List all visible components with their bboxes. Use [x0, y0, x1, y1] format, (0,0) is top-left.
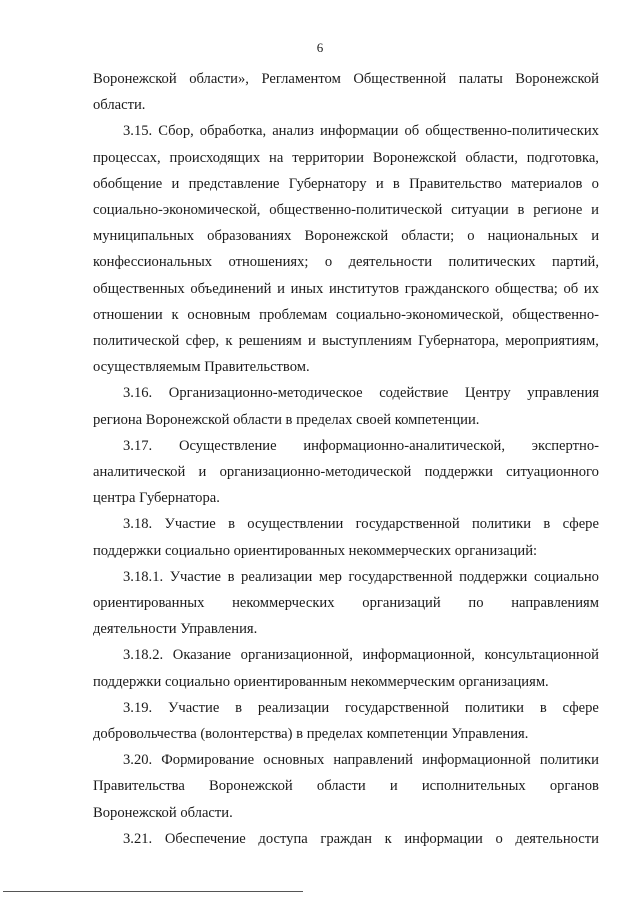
text-line: [93, 773, 599, 799]
paragraph-3-18: [93, 511, 599, 563]
text-line: [93, 695, 599, 721]
word: консультационной: [484, 647, 599, 664]
word: регионе: [533, 202, 583, 219]
word: об: [563, 280, 579, 297]
paragraph-continuation: [93, 66, 599, 118]
word: 3.20.: [123, 752, 153, 769]
word: иных: [290, 280, 324, 297]
text-line: [93, 826, 599, 852]
word: Воронежской: [515, 71, 599, 87]
word: области»,: [189, 71, 249, 87]
word: и: [375, 175, 384, 192]
text-line: [93, 511, 599, 537]
word: Воронежской: [372, 149, 457, 166]
text-line: [93, 380, 599, 406]
word: Центру: [464, 385, 511, 402]
word: их: [583, 280, 599, 297]
word: области,: [465, 149, 518, 166]
word: и: [591, 202, 599, 219]
paragraph-3-18-2: [93, 642, 599, 694]
text-line: области.: [93, 97, 146, 114]
word: материалов: [511, 175, 583, 192]
page-number: 6: [316, 40, 324, 55]
word: представление: [188, 175, 280, 192]
word: направлений: [333, 752, 413, 769]
word: институтов: [328, 280, 400, 297]
word: органов: [549, 778, 599, 795]
word: ориентированных: [93, 595, 205, 612]
word: происходящих: [169, 149, 261, 166]
text-line: деятельности Управления.: [93, 621, 258, 638]
word: области;: [401, 228, 455, 245]
word: 3.15.: [123, 123, 153, 140]
word: Участие: [168, 699, 220, 716]
word: 3.21.: [123, 830, 153, 847]
word: ситуационного: [506, 464, 599, 481]
word: информации: [319, 123, 399, 140]
word: о: [495, 830, 503, 847]
word: анализ: [272, 123, 314, 140]
text-line: Воронежской области.: [93, 804, 233, 821]
word: к: [171, 306, 179, 323]
word: Оказание: [172, 647, 232, 664]
text-line: [93, 197, 599, 223]
word: мероприятиям,: [505, 333, 599, 350]
paragraph-3-16: [93, 380, 599, 432]
text-line: [93, 564, 599, 590]
word: в: [227, 568, 235, 585]
word: деятельности: [348, 254, 433, 271]
word: общества;: [494, 280, 558, 297]
word: Участие: [164, 516, 216, 533]
text-line: [93, 747, 599, 773]
word: на: [269, 149, 284, 166]
word: отношении: [93, 306, 163, 323]
word: территории: [292, 149, 364, 166]
paragraph-3-18-1: [93, 564, 599, 643]
word: выступлениям: [322, 333, 412, 350]
word: Правительства: [93, 778, 185, 795]
word: к: [384, 830, 392, 847]
word: политики: [539, 752, 599, 769]
word: политической: [93, 333, 180, 350]
word: и: [591, 228, 599, 245]
word: о: [591, 175, 599, 192]
word: граждан: [320, 830, 372, 847]
word: и: [277, 280, 285, 297]
word: общественных: [93, 280, 185, 297]
word: некоммерческих: [232, 595, 335, 612]
word: Правительство: [409, 175, 502, 192]
word: сфере: [562, 699, 599, 716]
text-line: [93, 66, 599, 92]
word: аналитической: [93, 464, 186, 481]
word: отношениях;: [228, 254, 309, 271]
word: общественно-политических: [425, 123, 599, 140]
word: Сбор,: [158, 123, 194, 140]
paragraph-3-21: [93, 826, 599, 852]
text-line: [93, 459, 599, 485]
word: Регламентом: [261, 71, 341, 87]
text-line: [93, 249, 599, 275]
word: в: [392, 175, 400, 192]
word: к: [225, 333, 233, 350]
text-line: [93, 223, 599, 249]
word: Воронежской: [304, 228, 389, 245]
word: исполнительных: [421, 778, 526, 795]
word: деятельности: [515, 830, 599, 847]
word: сфер,: [185, 333, 220, 350]
word: обработка,: [199, 123, 267, 140]
word: управления: [527, 385, 599, 402]
word: подготовка,: [526, 149, 599, 166]
word: информационно-аналитической,: [303, 437, 506, 454]
word: общественно-политической: [269, 202, 443, 219]
word: направлениям: [511, 595, 599, 612]
paragraph-3-20: [93, 747, 599, 826]
word: 3.18.1.: [123, 568, 164, 585]
word: партий,: [551, 254, 599, 271]
word: мер: [318, 568, 342, 585]
word: 3.18.: [123, 516, 153, 533]
word: Осуществление: [178, 437, 277, 454]
word: политики: [471, 516, 532, 533]
word: образованиях: [207, 228, 292, 245]
word: содействие: [379, 385, 449, 402]
word: политики: [464, 699, 524, 716]
word: организационной,: [240, 647, 353, 664]
text-line: [93, 171, 599, 197]
word: обобщение: [93, 175, 163, 192]
word: палаты: [458, 71, 503, 87]
word: реализации: [257, 699, 330, 716]
word: муниципальных: [93, 228, 195, 245]
word: по: [468, 595, 484, 612]
text-line: поддержки социально ориентированных некоммерческих организаций:: [93, 542, 538, 559]
paragraph-3-17: [93, 433, 599, 512]
text-line: [93, 642, 599, 668]
word: экспертно-: [531, 437, 599, 454]
word: Организационно-методическое: [168, 385, 363, 402]
word: о: [324, 254, 333, 271]
word: сфере: [562, 516, 599, 533]
word: социально: [533, 568, 599, 585]
word: области: [316, 778, 366, 795]
word: основных: [263, 752, 325, 769]
word: и: [198, 464, 207, 481]
word: реализации: [241, 568, 313, 585]
word: решениям: [238, 333, 302, 350]
scan-edge-line: [3, 891, 303, 892]
word: о: [467, 228, 475, 245]
word: организаций: [362, 595, 441, 612]
word: информации: [404, 830, 483, 847]
paragraph-3-19: [93, 695, 599, 747]
word: общественно-: [512, 306, 599, 323]
word: осуществлении: [247, 516, 344, 533]
word: Воронежской: [93, 71, 177, 87]
text-line: [93, 145, 599, 171]
word: Общественной: [353, 71, 447, 87]
word: 3.18.2.: [123, 647, 164, 664]
word: Воронежской: [209, 778, 293, 795]
word: информационной: [422, 752, 531, 769]
word: в: [517, 202, 525, 219]
text-line: [93, 433, 599, 459]
word: и: [389, 778, 398, 795]
word: Губернатора,: [418, 333, 499, 350]
word: информационной,: [362, 647, 475, 664]
word: в: [539, 699, 547, 716]
word: социально-экономической,: [336, 306, 504, 323]
word: социально-экономической,: [93, 202, 261, 219]
word: процессах,: [93, 149, 161, 166]
word: Губернатору: [288, 175, 367, 192]
text-line: региона Воронежской области в пределах своей компетенции.: [93, 411, 480, 428]
text-line: добровольчества (волонтерства) в пределах компетенции Управления.: [93, 726, 529, 743]
word: национальных: [487, 228, 579, 245]
document-body: [93, 66, 599, 852]
text-line: осуществляемым Правительством.: [93, 359, 310, 376]
word: Обеспечение: [164, 830, 246, 847]
word: конфессиональных: [93, 254, 213, 271]
word: 3.16.: [123, 385, 153, 402]
word: организационно-методической: [219, 464, 412, 481]
text-line: [93, 118, 599, 144]
word: ситуации: [451, 202, 509, 219]
word: и: [171, 175, 180, 192]
word: в: [235, 699, 243, 716]
word: поддержки: [459, 568, 528, 585]
word: гражданского: [404, 280, 490, 297]
text-line: [93, 328, 599, 354]
word: 3.17.: [123, 437, 153, 454]
word: 3.19.: [123, 699, 153, 716]
text-line: [93, 590, 599, 616]
word: проблемам: [259, 306, 328, 323]
word: основным: [187, 306, 251, 323]
word: поддержки: [424, 464, 493, 481]
text-line: [93, 302, 599, 328]
word: объединений: [190, 280, 272, 297]
word: политических: [448, 254, 536, 271]
text-line: [93, 276, 599, 302]
word: и: [308, 333, 316, 350]
text-line: поддержки социально ориентированным некоммерческим организациям.: [93, 673, 549, 690]
word: государственной: [355, 516, 460, 533]
word: в: [543, 516, 551, 533]
word: Формирование: [161, 752, 255, 769]
word: доступа: [258, 830, 308, 847]
word: Участие: [169, 568, 221, 585]
word: об: [404, 123, 420, 140]
word: в: [228, 516, 235, 533]
text-line: центра Губернатора.: [93, 490, 220, 507]
word: государственной: [345, 699, 450, 716]
word: государственной: [348, 568, 453, 585]
paragraph-3-15: [93, 118, 599, 380]
